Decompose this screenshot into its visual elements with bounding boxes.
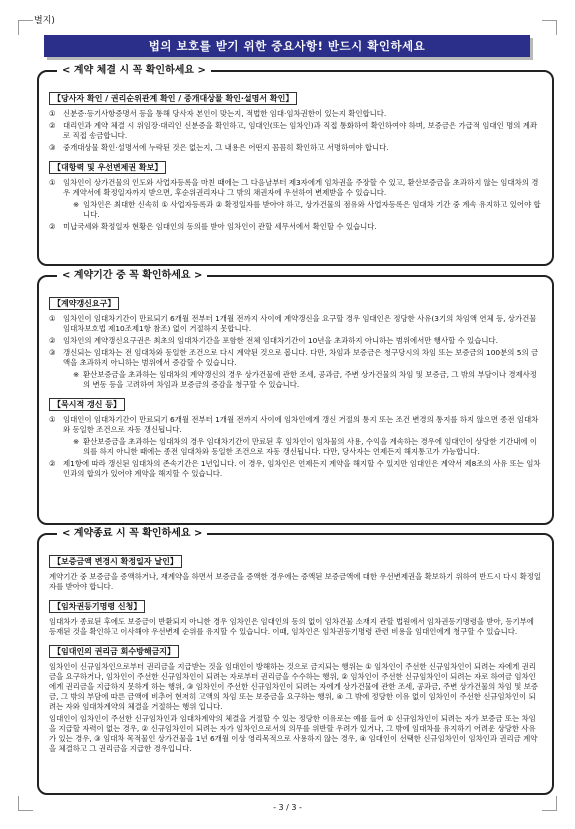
- note-item: [73, 437, 542, 457]
- list-item: [49, 222, 542, 232]
- list-item: [49, 336, 542, 346]
- item-number: ①: [49, 314, 56, 323]
- note-item: [73, 370, 542, 390]
- note-mark: ※: [73, 437, 80, 446]
- list-item: [49, 348, 542, 368]
- paragraph: 임차인이 신규임차인으로부터 권리금을 지급받는 것을 임대인이 방해하는 것으로 금지되는 행위는 ① 임차인이 주선한 신규임차인이 되려는 자에게 권리금을 요구하거나, 임차인이 주선한 신규임차인이 되려는 자로부터 권리금을 수수하는 행위, ② 임차인이 주선한 신규임차인이 되려는 자로 하여금 임차인에게 권리금을 지급하지 못하게 하는 행위, ③ 임차인이 주선한 신규임차인이 되려는 자에게 상가건물에 관한 조세, 공과금, 주변 상가건물의 차임 및 보증금, 그 밖의 부담에 따른 금액에 비추어 현저히 고액의 차임 또는 보증금을 요구하는 행위, ④ 그 밖에 정당한 이유 없이 임차인이 주선한 신규임차인이 되려는 자와 임대차계약의 체결을 거절하는 행위 입니다.: [49, 662, 539, 711]
- section-contract-end: [37, 528, 554, 795]
- note-text: 환산보증금을 초과하는 임대차의 계약갱신의 경우 상가건물에 관한 조세, 공과금, 주변 상가건물의 차임 및 보증금, 그 밖의 부담이나 경제사정의 변동 등을 고려하여 차임과 보증금의 증감을 청구할 수 있습니다.: [83, 370, 537, 389]
- section-contract-signing: [37, 65, 554, 266]
- subsection-heading: 【계약갱신요구】: [49, 297, 119, 310]
- item-number: ③: [49, 348, 56, 357]
- note-mark: ※: [73, 370, 80, 379]
- list-item: [49, 178, 542, 198]
- item-text: 갱신되는 임대차는 전 임대차와 동일한 조건으로 다시 계약된 것으로 봅니다. 다만, 차임과 보증금은 청구당시의 차임 또는 보증금의 100분의 5의 금액을 초과하지 아니하는 범위에서 증감할 수 있습니다.: [63, 348, 539, 367]
- section-title: < 계약 체결 시 꼭 확인하세요 >: [57, 63, 211, 79]
- subsection-heading: 【보증금액 변경시 확정일자 날인】: [49, 555, 182, 568]
- annex-label: 별지): [34, 16, 55, 26]
- banner-title: 법의 보호를 받기 위한 중요사항! 반드시 확인하세요: [44, 35, 530, 57]
- section-title: < 계약종료 시 꼭 확인하세요 >: [57, 526, 207, 542]
- list-item: [49, 121, 542, 141]
- note-item: [73, 200, 542, 220]
- list-item: [49, 459, 542, 479]
- note-text: 임차인은 최대한 신속히 ① 사업자등록과 ② 확정일자를 받아야 하고, 상가건물의 점유와 사업자등록은 임대차 기간 중 계속 유지하고 있어야 합니다.: [83, 200, 541, 219]
- crop-mark-top-left: [18, 20, 33, 35]
- list-item: [49, 109, 542, 119]
- item-text: 임차인이 상가건물의 인도와 사업자등록을 마친 때에는 그 다음날부터 제3자에게 임차권을 주장할 수 있고, 환산보증금을 초과하지 않는 임대차의 경우 계약서에 확정일자까지 받으면, 후순위권리자나 그 밖의 채권자에 우선하여 변제받을 수 있습니다.: [63, 178, 539, 197]
- item-text: 중개대상물 확인·설명서에 누락된 것은 없는지, 그 내용은 어떤지 꼼꼼히 확인하고 서명하여야 합니다.: [63, 143, 389, 152]
- section-title: < 계약기간 중 꼭 확인하세요 >: [57, 268, 207, 284]
- subsection-heading: 【임차권등기명령 신청】: [49, 600, 145, 613]
- item-text: 임차인의 계약갱신요구권은 최초의 임대차기간을 포함한 전체 임대차기간이 10년을 초과하지 아니하는 범위에서만 행사할 수 있습니다.: [63, 336, 498, 345]
- note-text: 환산보증금을 초과하는 임대차의 경우 임대차기간이 만료된 후 임차인이 임차물의 사용, 수익을 계속하는 경우에 임대인이 상당한 기간내에 이의를 하지 아니한 때에는 종전 임대차와 동일한 조건으로 자동 갱신됩니다. 다만, 당사자는 언제든지 해지통고가 가능합니다.: [83, 437, 538, 456]
- subsection-heading: 【대항력 및 우선변제권 확보】: [49, 161, 166, 174]
- item-number: ①: [49, 178, 56, 187]
- item-number: ②: [49, 121, 56, 130]
- subsection-heading: 【묵시적 갱신 등】: [49, 398, 125, 411]
- paragraph: 계약기간 중 보증금을 증액하거나, 재계약을 하면서 보증금을 증액한 경우에는 증액된 보증금액에 대한 우선변제권을 확보하기 위하여 반드시 다시 확정일자를 받아야 합니다.: [49, 572, 542, 591]
- item-number: ①: [49, 109, 56, 118]
- item-number: ①: [49, 415, 56, 424]
- note-mark: ※: [73, 200, 80, 209]
- section-during-contract: [37, 270, 554, 525]
- item-text: 미납국세와 확정일자 현황은 임대인의 동의를 받아 임차인이 관할 세무서에서 확인할 수 있습니다.: [63, 222, 377, 231]
- item-number: ②: [49, 336, 56, 345]
- item-text: 신분증·등기사항증명서 등을 통해 당사자 본인이 맞는지, 적법한 임대·임차권한이 있는지 확인합니다.: [63, 109, 387, 118]
- subsection-heading: 【임대인의 권리금 회수방해금지】: [49, 645, 179, 658]
- subsection-heading: 【당사자 확인 / 권리순위관계 확인 / 중개대상물 확인·설명서 확인】: [49, 92, 297, 105]
- crop-mark-top-right: [542, 20, 557, 35]
- item-text: 임차인이 임대차기간이 만료되기 6개월 전부터 1개월 전까지 사이에 계약갱신을 요구할 경우 임대인은 정당한 사유(3기의 차임액 연체 등, 상가건물 임대차보호법 제10조제1항 참조) 없이 거절하지 못합니다.: [63, 314, 537, 333]
- item-text: 임대인이 임대차기간이 만료되기 6개월 전부터 1개월 전까지 사이에 임차인에게 갱신 거절의 통지 또는 조건 변경의 통지를 하지 않으면 종전 임대차와 동일한 조건으로 자동 갱신됩니다.: [63, 415, 539, 434]
- paragraph: 임대인이 임차인이 주선한 신규임차인과 임대차계약의 체결을 거절할 수 있는 정당한 이유로는 예를 들어 ① 신규임차인이 되려는 자가 보증금 또는 차임을 지급할 자력이 없는 경우, ② 신규임차인이 되려는 자가 임차인으로서의 의무를 위반할 우려가 있거나, 그 밖에 임대차를 유지하기 어려운 상당한 사유가 있는 경우, ③ 임대차 목적물인 상가건물을 1년 6개월 이상 영리목적으로 사용하지 않는 경우, ④ 임대인이 선택한 신규임차인이 임차인과 권리금 계약을 체결하고 그 권리금을 지급한 경우입니다.: [49, 714, 538, 753]
- item-text: 제1항에 따라 갱신된 임대차의 존속기간은 1년입니다. 이 경우, 임차인은 언제든지 계약을 해지할 수 있지만 임대인은 계약서 제8조의 사유 또는 임차인과의 합의가 있어야 계약을 해지할 수 있습니다.: [63, 459, 541, 478]
- list-item: [49, 415, 542, 435]
- item-number: ③: [49, 143, 56, 152]
- paragraph: 임대차가 종료된 후에도 보증금이 반환되지 아니한 경우 임차인은 임대인의 동의 없이 임차건물 소재지 관할 법원에서 임차권등기명령을 받아, 등기부에 등재된 것을 확인하고 이사해야 우선변제 순위를 유지할 수 있습니다. 이때, 임차인은 임차권등기명령 관련 비용을 임대인에게 청구할 수 있습니다.: [49, 617, 534, 636]
- item-text: 대리인과 계약 체결 시 위임장·대리인 신분증을 확인하고, 임대인(또는 임차인)과 직접 통화하여 확인하여야 하며, 보증금은 가급적 임대인 명의 계좌로 직접 송금합니다.: [63, 121, 537, 140]
- page-number: - 3 / 3 -: [273, 803, 302, 812]
- item-number: ②: [49, 222, 56, 231]
- list-item: [49, 143, 542, 153]
- list-item: [49, 314, 542, 334]
- item-number: ②: [49, 459, 56, 468]
